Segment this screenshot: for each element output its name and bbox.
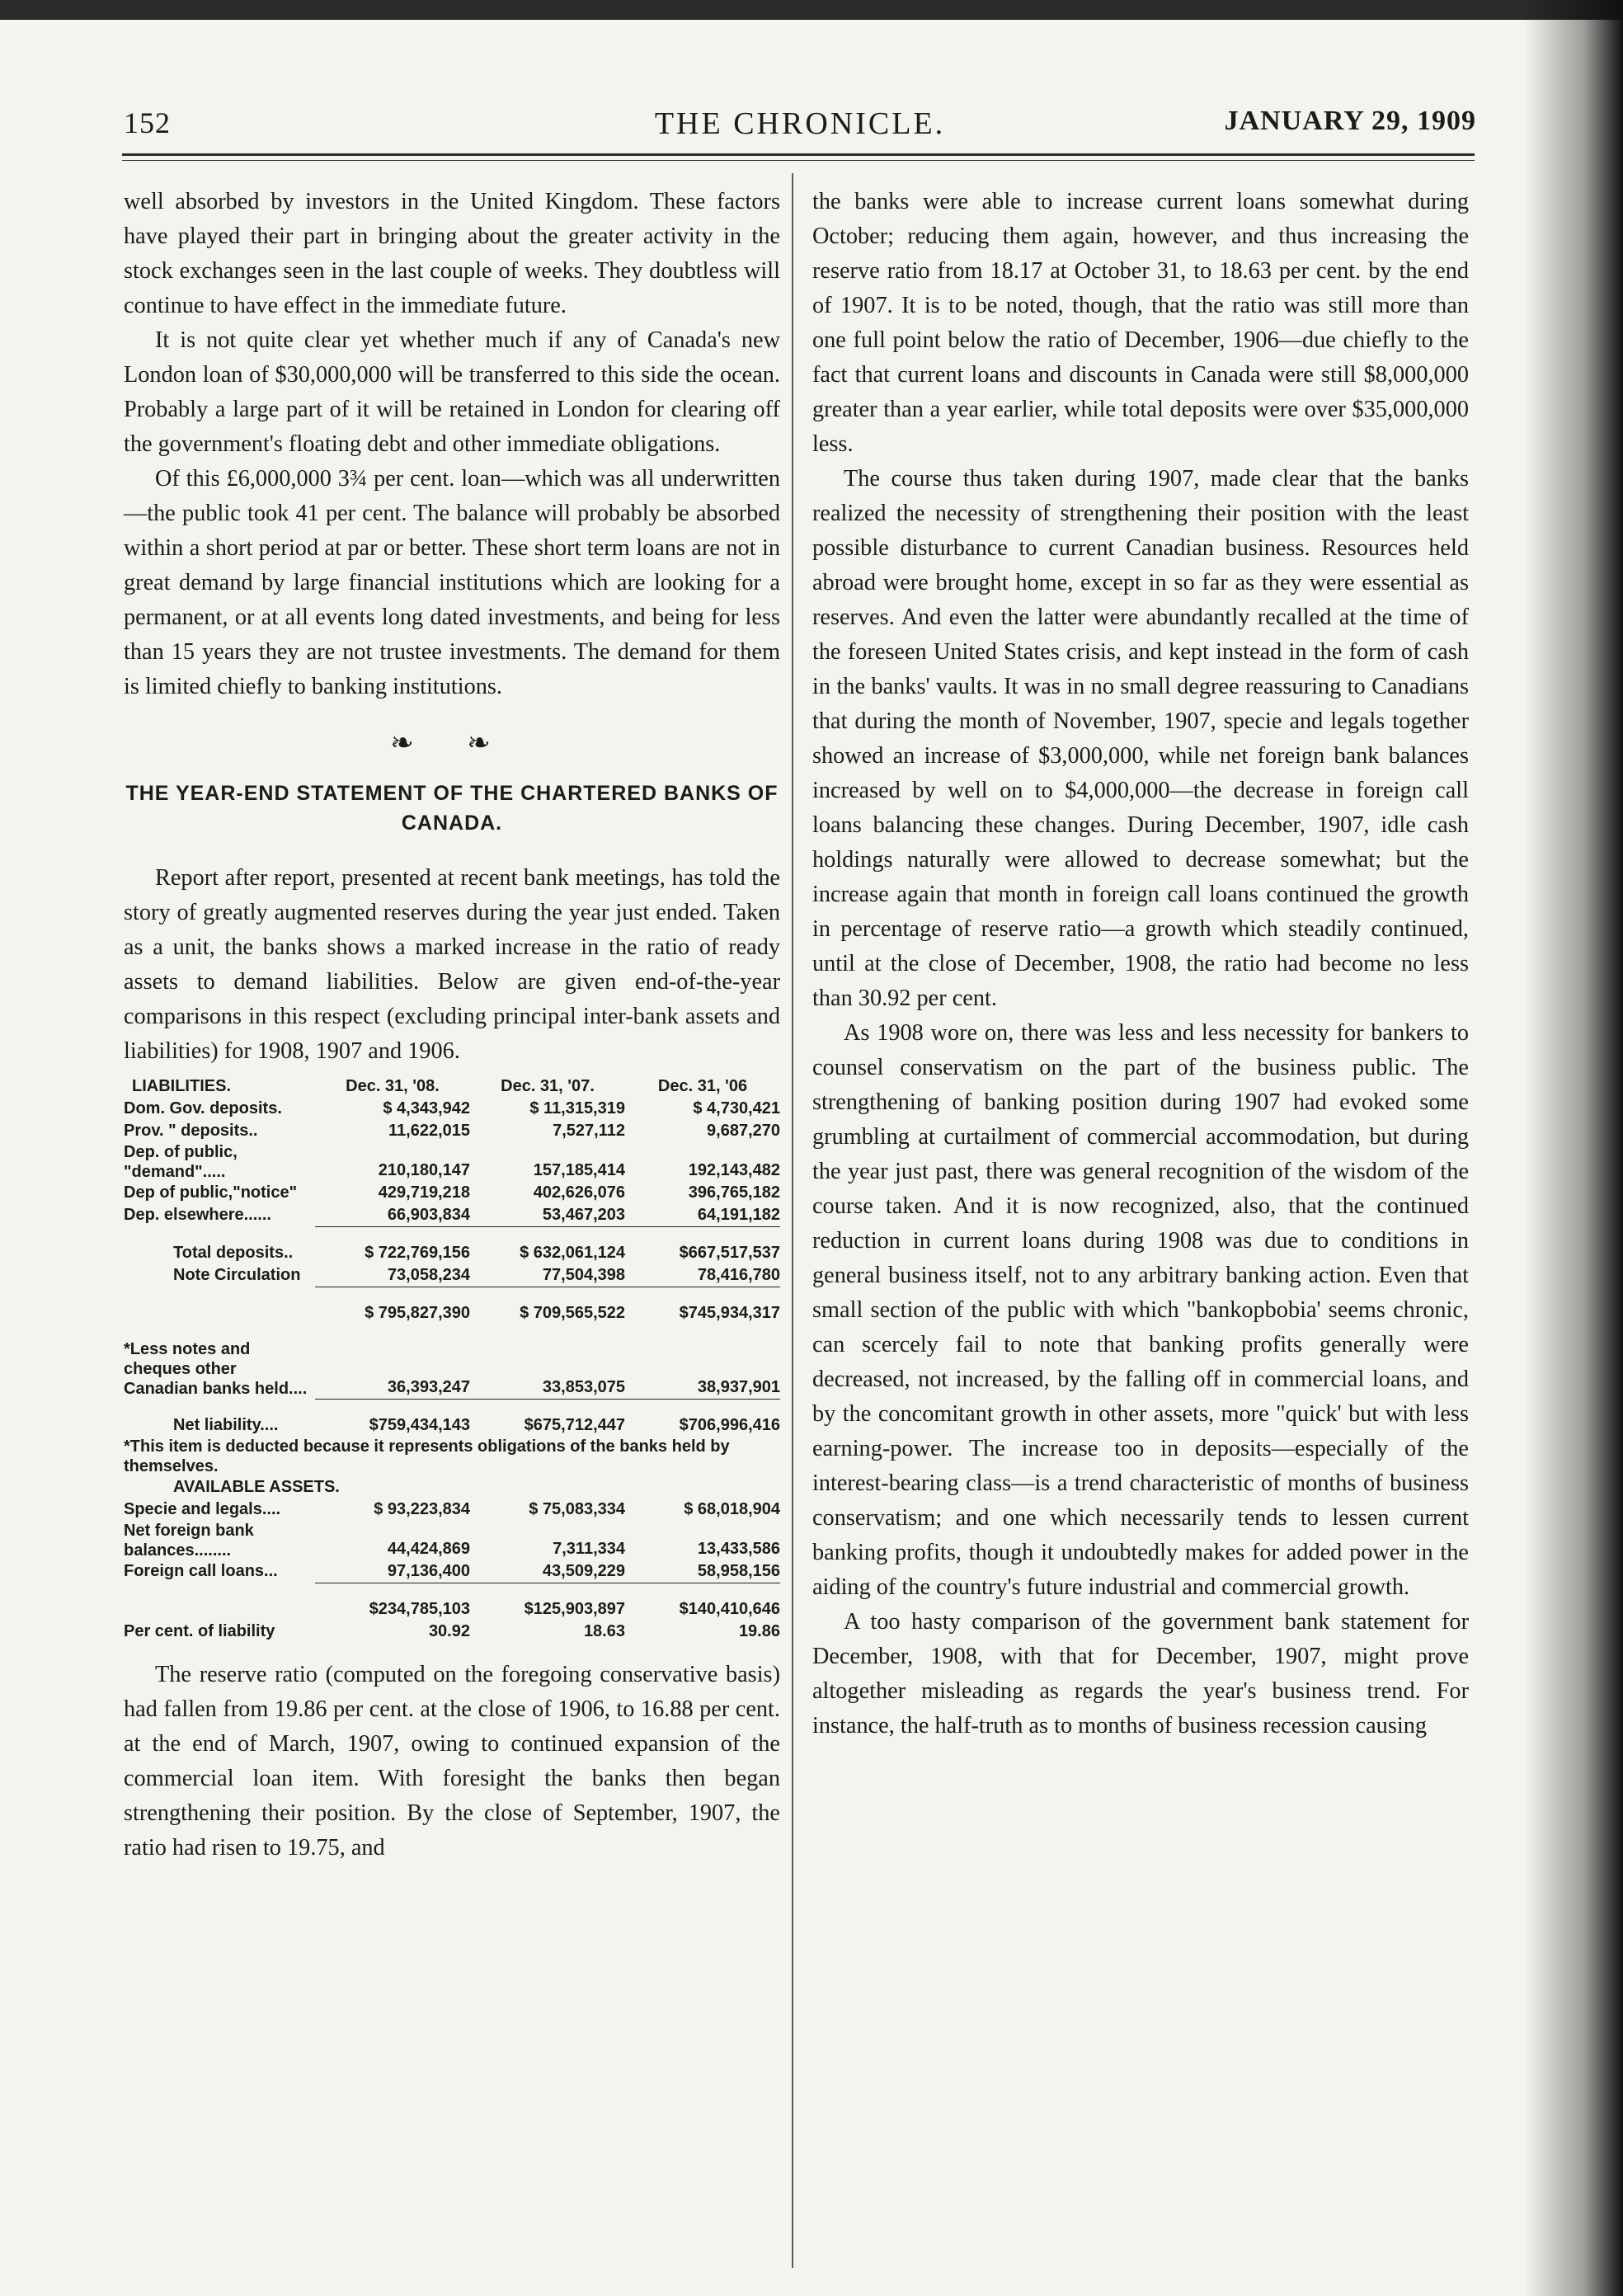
row-label: Foreign call loans...	[124, 1561, 278, 1580]
cell-value: 58,958,156	[625, 1560, 780, 1583]
table-row	[124, 1621, 780, 1643]
masthead-title: THE CHRONICLE.	[654, 106, 946, 141]
cell-value: $ 93,223,834	[374, 1499, 470, 1518]
cell-value: 210,180,147	[378, 1161, 470, 1179]
row-label: Note Circulation	[173, 1266, 301, 1285]
cell-value: $ 709,565,522	[520, 1304, 625, 1322]
table-spacer	[124, 1227, 780, 1243]
cell-value: $ 11,315,319	[529, 1099, 625, 1117]
table-spacer	[124, 1287, 780, 1303]
cell-value: 38,937,901	[625, 1339, 780, 1399]
paragraph: It is not quite clear yet whether much if any of Canada's new London loan of $30,000,000 will be transferred to this side the ocean. Probably a large part of it will be retained in London for clearing off the government's floating debt and other immediate obligations.	[124, 327, 780, 457]
table-footnote-row	[124, 1437, 780, 1476]
paragraph: As 1908 wore on, there was less and less necessity for bankers to counsel conservatism on the part of the business public. The strengthening of banking position during 1907 had evoked some grumbling at curtailment of commercial accommodation, but during the year just past, there was general recognition of the wisdom of the course taken. And it is now recognized, also, that the continued reduction in current loans during 1908 was due to conditions in general business itself, not to any arbitrary banking action. Even that small section of the public with which "bankopbobia' seems chronic, can scercely fail to note that banking profits generally were decreased, not increased, by the falling off in commercial loans, and by the concomitant growth in other assets, more "quick' but with less earning-power. The increase too in deposits—especially of the interest-bearing class—is a trend characteristic of months of business conservatism; and one which necessarily tends to lessen current banking profits, though it undoubtedly makes for added power in the aiding of the country's future industrial and commercial growth.	[812, 1020, 1469, 1600]
table-row	[124, 1339, 780, 1399]
cell-value: 192,143,482	[688, 1161, 780, 1179]
section-title: THE YEAR-END STATEMENT OF THE CHARTERED BANKS OF CANADA.	[125, 782, 779, 835]
cell-value: $759,434,143	[369, 1415, 470, 1434]
cell-value: 19.86	[738, 1621, 780, 1640]
liabilities-heading: LIABILITIES.	[132, 1077, 231, 1095]
table-row	[124, 1098, 780, 1120]
column-header: Dec. 31, '06	[657, 1077, 748, 1095]
cell-value: $ 4,730,421	[693, 1099, 780, 1117]
table-row	[124, 1598, 780, 1621]
table-footnote: *This item is deducted because it represents obligations of the banks held by themselves.	[124, 1437, 730, 1475]
table-spacer	[124, 1324, 780, 1339]
cell-value: 66,903,834	[315, 1204, 470, 1227]
row-label-empty	[124, 1598, 315, 1621]
table-row	[124, 1264, 780, 1287]
row-label: Dep. elsewhere......	[124, 1206, 271, 1225]
table-row	[124, 1414, 780, 1437]
cell-value: 78,416,780	[625, 1264, 780, 1287]
paragraph: Of this £6,000,000 3¾ per cent. loan—which was all underwritten—the public took 41 per cent. The balance will probably be absorbed within a short period at par or better. These short term loans are not in great demand by large financial institutions which are looking for a permanent, or at all events long dated investments, and being for less than 15 years they are not trustee investments. The demand for them is limited chiefly to banking institutions.	[124, 466, 780, 699]
issue-date: JANUARY 29, 1909	[1224, 106, 1476, 136]
page-number: 152	[124, 106, 171, 139]
cell-value: $ 795,827,390	[365, 1304, 470, 1322]
paragraph: The reserve ratio (computed on the foregoing conservative basis) had fallen from 19.86 per cent. at the close of 1906, to 16.88 per cent. at the end of March, 1907, owing to continued expansion of the commercial loan item. With foresight the banks then began strengthening their position. By the close of September, 1907, the ratio had risen to 19.75, and	[124, 1661, 780, 1861]
row-label: Dep of public,"notice"	[124, 1183, 298, 1202]
assets-heading: AVAILABLE ASSETS.	[173, 1477, 340, 1496]
row-label: Net foreign bank balances........	[124, 1521, 254, 1560]
column-divider	[792, 173, 793, 2268]
column-header: Dec. 31, '08.	[346, 1077, 440, 1095]
paragraph: well absorbed by investors in the United Kingdom. These factors have played their part in bringing about the greater activity in the stock exchanges seen in the last couple of weeks. They doubtless will continue to have effect in the immediate future.	[124, 189, 780, 318]
table-row	[124, 1302, 780, 1324]
cell-value: 33,853,075	[470, 1339, 625, 1399]
table-subheader-row	[124, 1476, 780, 1499]
cell-value: 43,509,229	[470, 1560, 625, 1583]
running-header	[124, 106, 1476, 152]
paragraph: The course thus taken during 1907, made clear that the banks realized the necessity of strengthening their position with the least possible disturbance to current Canadian business. Resources held abroad were brought home, except in so far as they were essential as reserves. And even the latter were abundantly recalled at the time of the foreseen United States crisis, and kept instead in the form of cash in the banks' vaults. It was in no small degree reassuring to Canadians that during the month of November, 1907, specie and legals together showed an increase of $3,000,000, while net foreign bank balances increased by well on to $4,000,000—the decrease in foreign call loans balancing these changes. During December, 1907, idle cash holdings naturally were allowed to decrease somewhat; but the increase again that month in foreign call loans continued the growth in percentage of reserve ratio—a growth which steadily continued, until at the close of December, 1908, the ratio had become no less than 30.92 per cent.	[812, 466, 1469, 1011]
cell-value: 11,622,015	[388, 1122, 470, 1140]
row-label: Dom. Gov. deposits.	[124, 1099, 282, 1117]
cell-value: 157,185,414	[533, 1161, 625, 1179]
right-column	[812, 185, 1469, 1743]
cell-value: $745,934,317	[679, 1304, 780, 1322]
cell-value: $234,785,103	[369, 1599, 470, 1618]
cell-value: $140,410,646	[679, 1599, 780, 1618]
table-row	[124, 1182, 780, 1204]
cell-value: $ 632,061,124	[520, 1244, 625, 1262]
cell-value: 396,765,182	[688, 1183, 780, 1202]
column-header: Dec. 31, '07.	[501, 1077, 595, 1095]
cell-value: $675,712,447	[524, 1415, 625, 1434]
cell-value: 429,719,218	[378, 1183, 470, 1202]
row-label: *Less notes and cheques other Canadian banks held....	[124, 1340, 308, 1398]
table-row	[124, 1242, 780, 1264]
table-row	[124, 1499, 780, 1521]
cell-value: 44,424,869	[387, 1539, 470, 1558]
cell-value: $ 4,343,942	[383, 1099, 470, 1117]
cell-value: $706,996,416	[679, 1415, 780, 1434]
scan-top-edge	[0, 0, 1623, 20]
table-spacer	[124, 1399, 780, 1414]
cell-value: $125,903,897	[524, 1599, 625, 1618]
table-row	[124, 1120, 780, 1142]
cell-value: 30.92	[428, 1621, 470, 1640]
row-label: Per cent. of liability	[124, 1621, 275, 1640]
cell-value: $ 75,083,334	[529, 1499, 625, 1518]
cell-value: $ 722,769,156	[365, 1244, 470, 1262]
table-row	[124, 1560, 780, 1583]
cell-value: 9,687,270	[707, 1122, 780, 1140]
table-row	[124, 1521, 780, 1560]
cell-value: 402,626,076	[533, 1183, 625, 1202]
cell-value: 18.63	[583, 1621, 625, 1640]
table-header-row	[124, 1075, 780, 1098]
cell-value: $667,517,537	[679, 1244, 780, 1262]
cell-value: 73,058,234	[315, 1264, 470, 1287]
cell-value: 77,504,398	[470, 1264, 625, 1287]
cell-value: 64,191,182	[625, 1204, 780, 1227]
header-rule-thin	[122, 160, 1475, 161]
paragraph: Report after report, presented at recent bank meetings, has told the story of greatly augmented reserves during the year just ended. Taken as a unit, the banks shows a marked increase in the ratio of ready assets to demand liabilities. Below are given end-of-the-year comparisons in this respect (excluding principal inter-bank assets and liabilities) for 1908, 1907 and 1906.	[124, 865, 780, 1064]
row-label: Total deposits..	[173, 1244, 294, 1262]
row-label-empty	[124, 1302, 315, 1324]
row-label: Specie and legals....	[124, 1499, 281, 1518]
bank-statement-table	[124, 1075, 780, 1643]
table-row	[124, 1204, 780, 1227]
row-label: Net liability....	[173, 1415, 279, 1434]
row-label: Dep. of public, "demand".....	[124, 1143, 238, 1181]
header-rule	[122, 153, 1475, 156]
cell-value: 36,393,247	[315, 1339, 470, 1399]
cell-value: 7,311,334	[553, 1539, 625, 1558]
cell-value: $ 68,018,904	[684, 1499, 780, 1518]
cell-value: 13,433,586	[697, 1539, 780, 1558]
row-label: Prov. " deposits..	[124, 1122, 258, 1140]
paragraph: the banks were able to increase current loans somewhat during October; reducing them again, however, and thus increasing the reserve ratio from 18.17 at October 31, to 18.63 per cent. by the end of 1907. It is to be noted, though, that the ratio was still more than one full point below the ratio of December, 1906—due chiefly to the fact that current loans and discounts in Canada were still $8,000,000 greater than a year earlier, while total deposits were over $35,000,000 less.	[812, 189, 1469, 457]
cell-value: 7,527,112	[553, 1122, 625, 1140]
section-ornament: ❧ ❧	[390, 728, 514, 759]
table-spacer	[124, 1583, 780, 1598]
paragraph: A too hasty comparison of the government bank statement for December, 1908, with that for December, 1907, might prove altogether misleading as regards the year's business trend. For instance, the half-truth as to months of business recession causing	[812, 1609, 1469, 1738]
cell-value: 53,467,203	[470, 1204, 625, 1227]
table-row	[124, 1142, 780, 1182]
left-column	[124, 185, 780, 1866]
cell-value: 97,136,400	[315, 1560, 470, 1583]
